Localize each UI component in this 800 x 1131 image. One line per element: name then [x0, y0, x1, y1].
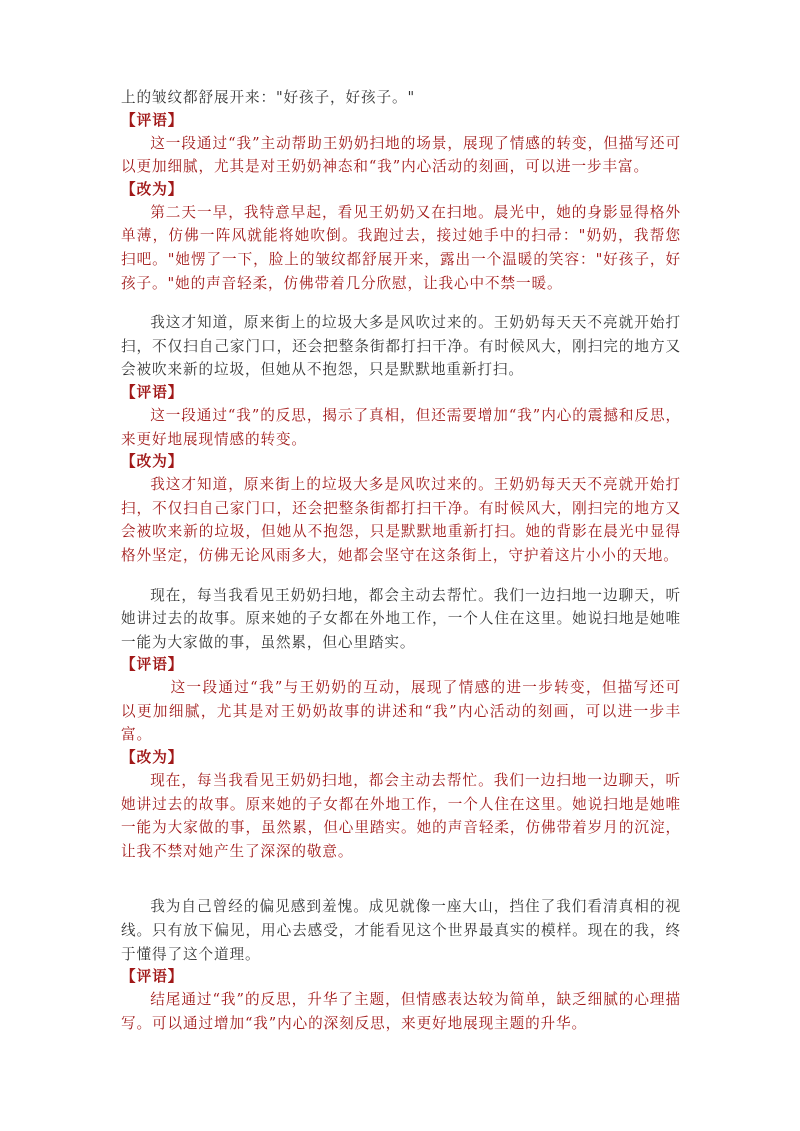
revision-text: 第二天一早，我特意早起，看见王奶奶又在扫地。晨光中，她的身影显得格外单薄，仿佛一阵风就能将她吹倒。我跑过去，接过她手中的扫帚："奶奶，我帮您扫吧。"她愣了一下，脸上的皱纹都舒展开来，露出一个温暖的笑容："好孩子，好孩子。"她的声音轻柔，仿佛带着几分欣慰，让我心中不禁一暖。 [121, 203, 681, 292]
original-paragraph: 我为自己曾经的偏见感到羞愧。成见就像一座大山，挡住了我们看清真相的视线。只有放下偏见，用心去感受，才能看见这个世界最真实的模样。现在的我，终于懂得了这个道理。 [121, 898, 681, 963]
comment-text: 这一段通过“我”与王奶奶的互动，展现了情感的进一步转变，但描写还可以更加细腻，尤其是对王奶奶故事的讲述和“我”内心活动的刻画，可以进一步丰富。 [121, 679, 681, 744]
comment-text: 这一段通过“我”的反思，揭示了真相，但还需要增加“我”内心的震撼和反思，来更好地展现情感的转变。 [121, 406, 681, 448]
section-3 [121, 584, 681, 864]
comment-label: 【评语】 [121, 111, 184, 129]
comment-label: 【评语】 [121, 968, 184, 986]
revision-label: 【改为】 [121, 749, 184, 767]
original-paragraph: 我这才知道，原来街上的垃圾大多是风吹过来的。王奶奶每天天不亮就开始打扫，不仅扫自己家门口，还会把整条街都打扫干净。有时候风大，刚扫完的地方又会被吹来新的垃圾，但她从不抱怨，只是默默地重新打扫。 [121, 314, 681, 379]
comment-label: 【评语】 [121, 383, 184, 401]
original-paragraph: 现在，每当我看见王奶奶扫地，都会主动去帮忙。我们一边扫地一边聊天，听她讲过去的故事。原来她的子女都在外地工作，一个人住在这里。她说扫地是她唯一能为大家做的事，虽然累，但心里踏实。 [121, 586, 681, 651]
spacer [121, 295, 681, 311]
comment-text: 这一段通过“我”主动帮助王奶奶扫地的场景，展现了情感的转变，但描写还可以更加细腻，尤其是对王奶奶神态和“我”内心活动的刻画，可以进一步丰富。 [121, 134, 681, 176]
original-paragraph-fragment: 上的皱纹都舒展开来："好孩子，好孩子。" [121, 89, 416, 106]
document-page [121, 86, 681, 1035]
revision-text: 现在，每当我看见王奶奶扫地，都会主动去帮忙。我们一边扫地一边聊天，听她讲过去的故事。原来她的子女都在外地工作，一个人住在这里。她说扫地是她唯一能为大家做的事，虽然累，但心里踏实。她的声音轻柔，仿佛带着岁月的沉淀，让我不禁对她产生了深深的敬意。 [121, 772, 681, 860]
spacer [121, 568, 681, 584]
spacer [121, 863, 681, 895]
comment-text: 结尾通过“我”的反思，升华了主题，但情感表达较为简单，缺乏细腻的心理描写。可以通过增加“我”内心的深刻反思，来更好地展现主题的升华。 [121, 991, 681, 1032]
revision-label: 【改为】 [121, 453, 184, 471]
section-2 [121, 311, 681, 567]
revision-label: 【改为】 [121, 180, 184, 198]
revision-text: 我这才知道，原来街上的垃圾大多是风吹过来的。王奶奶每天天不亮就开始打扫，不仅扫自己家门口，还会把整条街都打扫干净。有时候风大，刚扫完的地方又会被吹来新的垃圾，但她从不抱怨，只是默默地重新打扫。她的背影在晨光中显得格外坚定，仿佛无论风雨多大，她都会坚守在这条街上，守护着这片小小的天地。 [121, 476, 681, 564]
section-1 [121, 110, 681, 296]
section-4 [121, 895, 681, 1035]
comment-label: 【评语】 [121, 656, 184, 674]
